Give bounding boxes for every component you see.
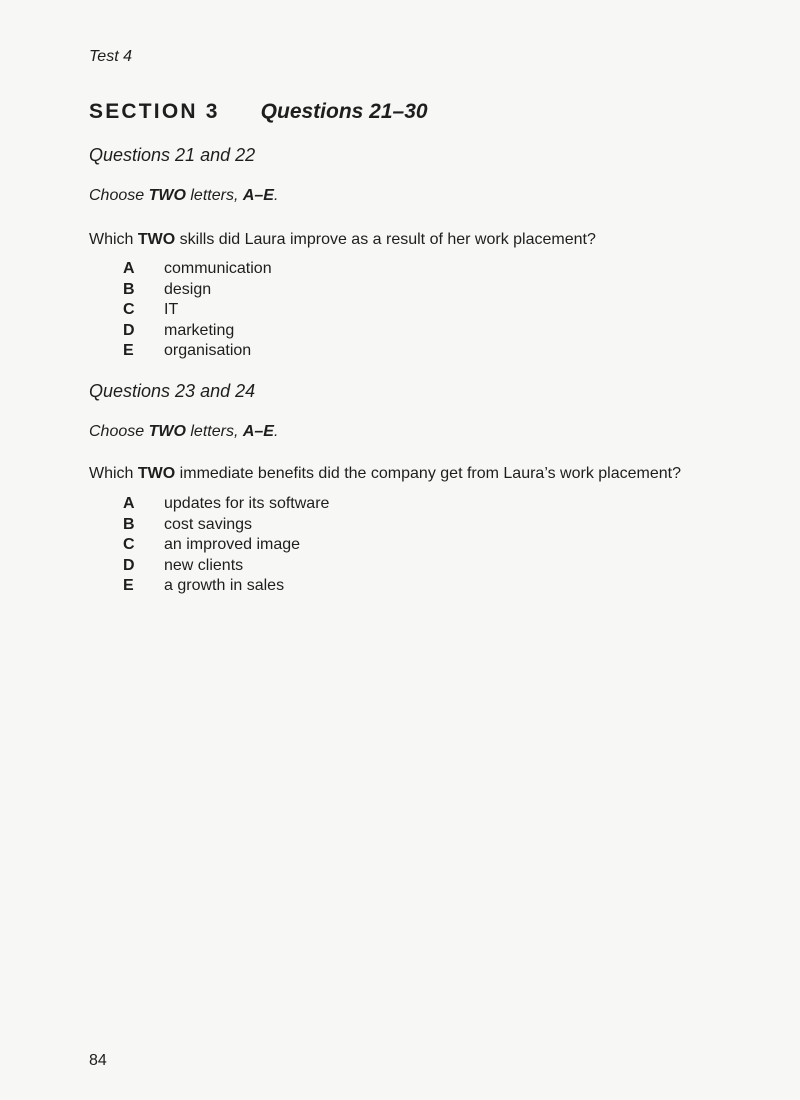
- instruction-prefix: Choose: [89, 187, 149, 204]
- option-c: [123, 300, 272, 321]
- instruction-23-24: [89, 423, 278, 441]
- section-range: Questions 21–30: [260, 100, 428, 123]
- option-text: an improved image: [164, 536, 301, 554]
- option-e: [123, 341, 272, 362]
- option-text: updates for its software: [164, 495, 330, 512]
- option-b: [123, 280, 272, 301]
- option-text: design: [164, 280, 212, 298]
- option-letter: E: [123, 342, 134, 360]
- option-letter: B: [123, 280, 135, 298]
- page-number: 84: [89, 1052, 107, 1069]
- option-letter: C: [123, 301, 135, 319]
- instruction-range: A–E: [242, 423, 274, 440]
- option-text: cost savings: [164, 515, 253, 533]
- options-list-21-22: [123, 259, 272, 362]
- instruction-count: TWO: [148, 187, 186, 204]
- option-b: [123, 515, 329, 536]
- option-a: [123, 259, 272, 280]
- option-text: new clients: [164, 556, 244, 574]
- option-a: [123, 494, 329, 515]
- option-text: IT: [164, 301, 179, 319]
- instruction-suffix: .: [273, 187, 279, 204]
- instruction-21-22: [89, 187, 278, 205]
- question-text: immediate benefits did the company get from Laura’s work placement?: [175, 465, 681, 482]
- section-heading: [89, 100, 428, 124]
- option-letter: C: [123, 536, 135, 554]
- option-letter: B: [123, 515, 135, 533]
- question-emphasis: TWO: [137, 231, 176, 248]
- question-text: skills did Laura improve as a result of her work placement?: [175, 231, 596, 248]
- instruction-middle: letters,: [185, 187, 243, 204]
- question-23-24: [89, 465, 681, 483]
- option-text: organisation: [164, 342, 252, 360]
- question-prefix: Which: [89, 231, 138, 248]
- question-prefix: Which: [89, 465, 138, 482]
- option-e: [123, 576, 329, 597]
- instruction-range: A–E: [242, 187, 274, 204]
- options-list-23-24: [123, 494, 329, 597]
- instruction-suffix: .: [273, 423, 279, 440]
- option-letter: D: [123, 321, 135, 339]
- section-label: SECTION 3: [89, 100, 220, 123]
- option-text: marketing: [164, 321, 235, 339]
- running-head: Test 4: [89, 48, 132, 65]
- group-heading-23-24: Questions 23 and 24: [89, 381, 256, 401]
- instruction-middle: letters,: [185, 423, 243, 440]
- question-21-22: [89, 231, 596, 249]
- option-d: [123, 556, 329, 577]
- option-text: communication: [164, 260, 272, 277]
- instruction-count: TWO: [148, 423, 186, 440]
- option-letter: A: [123, 260, 135, 277]
- option-letter: D: [123, 556, 135, 574]
- option-text: a growth in sales: [164, 577, 285, 595]
- question-emphasis: TWO: [137, 465, 176, 482]
- group-heading-21-22: Questions 21 and 22: [89, 145, 256, 165]
- option-letter: A: [123, 495, 135, 512]
- option-letter: E: [123, 577, 134, 595]
- option-c: [123, 535, 329, 556]
- option-d: [123, 321, 272, 342]
- instruction-prefix: Choose: [89, 423, 149, 440]
